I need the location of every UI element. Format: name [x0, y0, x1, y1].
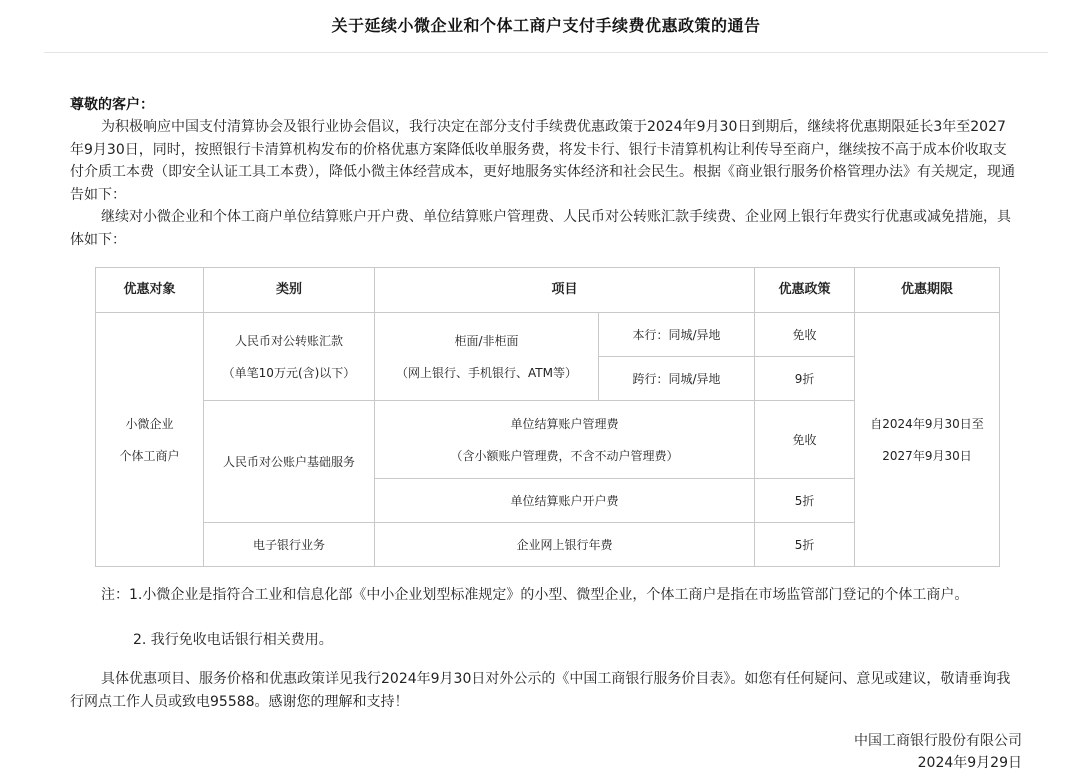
sub-local: 本行：同城/异地 [599, 313, 755, 357]
category-transfer-line1: 人民币对公转账汇款 [234, 333, 343, 348]
header-category: 类别 [204, 268, 375, 313]
header-target: 优惠对象 [96, 268, 204, 313]
target-line1: 小微企业 [125, 416, 174, 431]
mgmt-fee-line1: 单位结算账户管理费 [510, 416, 619, 431]
mgmt-fee-cell [375, 401, 755, 479]
category-ebank: 电子银行业务 [204, 523, 375, 567]
ebank-fee-cell: 企业网上银行年费 [375, 523, 755, 567]
policy-local: 免收 [755, 313, 855, 357]
header-policy: 优惠政策 [755, 268, 855, 313]
policy-cross: 9折 [755, 357, 855, 401]
period-line2: 2027年9月30日 [882, 448, 972, 463]
channel-cell [375, 313, 599, 401]
signature-date: 2024年9月29日 [917, 755, 1022, 771]
note-2: 2. 我行免收电话银行相关费用。 [133, 632, 333, 648]
mgmt-fee-line2: （含小额账户管理费，不含不动户管理费） [450, 448, 679, 463]
channel-line1: 柜面/非柜面 [454, 333, 519, 348]
closing-paragraph [70, 668, 1016, 713]
target-cell [96, 313, 204, 567]
header-period: 优惠期限 [855, 268, 1000, 313]
measures-text: 继续对小微企业和个体工商户单位结算账户开户费、单位结算账户管理费、人民币对公转账汇款手续费、企业网上银行年费实行优惠或减免措施，具体如下： [70, 209, 1011, 248]
target-line2: 个体工商户 [119, 448, 180, 463]
policy-open: 5折 [755, 479, 855, 523]
open-fee-cell: 单位结算账户开户费 [375, 479, 755, 523]
note-1 [70, 584, 1016, 607]
table-row [96, 313, 1000, 357]
category-transfer-line2: （单笔10万元(含)以下） [222, 365, 356, 380]
measures-paragraph [70, 206, 1016, 251]
category-transfer [204, 313, 375, 401]
signature-org: 中国工商银行股份有限公司 [854, 733, 1022, 749]
period-cell [855, 313, 1000, 567]
page-title: 关于延续小微企业和个体工商户支付手续费优惠政策的通告 [331, 16, 761, 35]
intro-paragraph [70, 116, 1016, 206]
period-line1: 自2024年9月30日至 [870, 416, 984, 431]
note-1-text: 注：1.小微企业是指符合工业和信息化部《中小企业划型标准规定》的小型、微型企业，个体工商户是指在市场监管部门登记的个体工商户。 [101, 587, 969, 603]
header-item: 项目 [375, 268, 755, 313]
sub-cross: 跨行：同城/异地 [599, 357, 755, 401]
title-divider [44, 52, 1048, 53]
channel-line2: （网上银行、手机银行、ATM等） [396, 365, 577, 380]
table-header-row [96, 268, 1000, 313]
category-basic-service: 人民币对公账户基础服务 [204, 401, 375, 523]
policy-ebank: 5折 [755, 523, 855, 567]
policy-mgmt: 免收 [755, 401, 855, 479]
intro-text: 为积极响应中国支付清算协会及银行业协会倡议，我行决定在部分支付手续费优惠政策于2024年9月30日到期后，继续将优惠期限延长3年至2027年9月30日，同时，按照银行卡清算机构发布的价格优惠方案降低收单服务费，将发卡行、银行卡清算机构让利传导至商户，继续按不高于成本价收取支付介质工本费（即安全认证工具工本费），降低小微主体经营成本，更好地服务实体经济和社会民生。根据《商业银行服务价格管理办法》有关规定，现通告如下： [70, 119, 1015, 203]
greeting: 尊敬的客户： [70, 97, 154, 113]
closing-text: 具体优惠项目、服务价格和优惠政策详见我行2024年9月30日对外公示的《中国工商银行服务价目表》。如您有任何疑问、意见或建议，敬请垂询我行网点工作人员或致电95588。感谢您的理解和支持！ [70, 671, 1011, 710]
fee-table [95, 267, 1000, 567]
